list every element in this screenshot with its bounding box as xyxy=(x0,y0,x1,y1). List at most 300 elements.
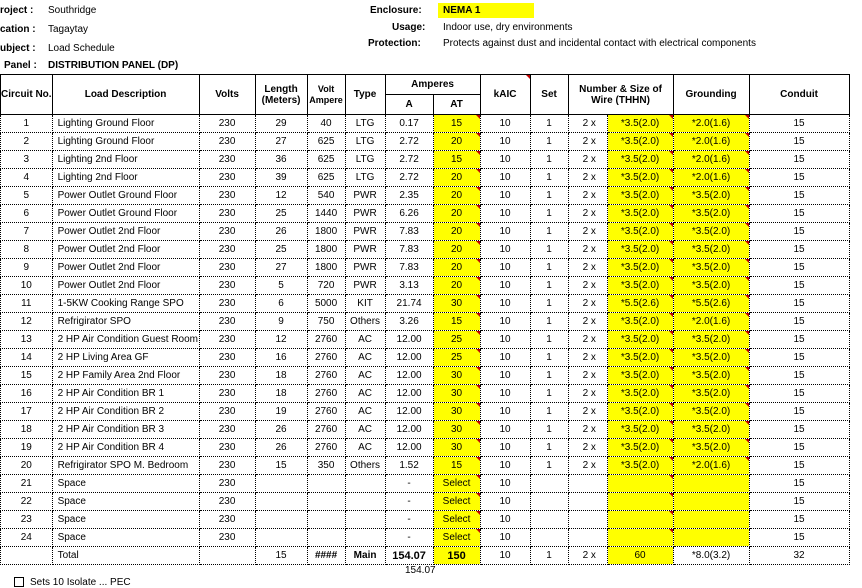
amperes-at[interactable]: 20 xyxy=(433,223,480,241)
amperes-a: 12.00 xyxy=(385,403,433,421)
wire-size[interactable]: *3.5(2.0) xyxy=(607,421,673,439)
location-value: Tagaytay xyxy=(48,24,89,35)
load-type: PWR xyxy=(345,241,385,259)
amperes-a: 2.72 xyxy=(385,151,433,169)
wire-size[interactable]: *3.5(2.0) xyxy=(607,385,673,403)
length: 15 xyxy=(255,457,307,475)
load-type: AC xyxy=(345,349,385,367)
grounding[interactable]: *3.5(2.0) xyxy=(673,331,749,349)
set: 1 xyxy=(530,151,568,169)
subject-value: Load Schedule xyxy=(48,43,115,54)
panel-value: DISTRIBUTION PANEL (DP) xyxy=(48,60,179,71)
load-description: Refrigirator SPO M. Bedroom xyxy=(52,457,199,475)
wire-count: 2 x xyxy=(568,151,607,169)
load-description: Power Outlet 2nd Floor xyxy=(52,223,199,241)
set: 1 xyxy=(530,367,568,385)
load-type: AC xyxy=(345,403,385,421)
length: 18 xyxy=(255,385,307,403)
table-row xyxy=(1,529,850,547)
load-type: PWR xyxy=(345,223,385,241)
load-description: Power Outlet Ground Floor xyxy=(52,205,199,223)
grounding[interactable] xyxy=(673,475,749,493)
conduit: 15 xyxy=(749,439,849,457)
volts: 230 xyxy=(199,331,255,349)
conduit: 15 xyxy=(749,259,849,277)
wire-size[interactable]: *5.5(2.6) xyxy=(607,295,673,313)
length xyxy=(255,493,307,511)
amperes-at[interactable]: 20 xyxy=(433,187,480,205)
load-type: AC xyxy=(345,331,385,349)
wire-size[interactable]: *3.5(2.0) xyxy=(607,403,673,421)
load-type: PWR xyxy=(345,277,385,295)
length: 39 xyxy=(255,169,307,187)
conduit: 15 xyxy=(749,367,849,385)
amperes-at[interactable]: 25 xyxy=(433,349,480,367)
volts: 230 xyxy=(199,277,255,295)
conduit: 15 xyxy=(749,475,849,493)
grounding[interactable]: *2.0(1.6) xyxy=(673,151,749,169)
amperes-a: - xyxy=(385,511,433,529)
amperes-at[interactable]: 30 xyxy=(433,385,480,403)
table-row xyxy=(1,367,850,385)
wire-count: 2 x xyxy=(568,223,607,241)
conduit: 15 xyxy=(749,115,849,133)
load-type: LTG xyxy=(345,151,385,169)
volts: 230 xyxy=(199,115,255,133)
circuit-no: 6 xyxy=(1,205,53,223)
amperes-a: - xyxy=(385,493,433,511)
col-set: Set xyxy=(530,75,568,115)
amperes-a: 12.00 xyxy=(385,331,433,349)
length: 18 xyxy=(255,367,307,385)
circuit-no: 1 xyxy=(1,115,53,133)
volt-ampere: 2760 xyxy=(307,331,345,349)
total-type: Main xyxy=(345,547,385,565)
kaic: 10 xyxy=(480,457,530,475)
circuit-no: 7 xyxy=(1,223,53,241)
conduit: 15 xyxy=(749,133,849,151)
grounding[interactable]: *3.5(2.0) xyxy=(673,367,749,385)
total-no xyxy=(1,547,53,565)
grounding[interactable]: *3.5(2.0) xyxy=(673,421,749,439)
load-description: Lighting Ground Floor xyxy=(52,115,199,133)
circuit-no: 18 xyxy=(1,421,53,439)
set xyxy=(530,493,568,511)
set: 1 xyxy=(530,439,568,457)
wire-size[interactable]: *3.5(2.0) xyxy=(607,367,673,385)
load-description: Power Outlet 2nd Floor xyxy=(52,277,199,295)
load-description: Space xyxy=(52,511,199,529)
load-description: Lighting Ground Floor xyxy=(52,133,199,151)
amperes-at[interactable]: 30 xyxy=(433,421,480,439)
volt-ampere: 625 xyxy=(307,133,345,151)
volt-ampere: 40 xyxy=(307,115,345,133)
length: 12 xyxy=(255,187,307,205)
set xyxy=(530,529,568,547)
volt-ampere xyxy=(307,493,345,511)
wire-size[interactable] xyxy=(607,529,673,547)
grounding[interactable]: *3.5(2.0) xyxy=(673,349,749,367)
kaic: 10 xyxy=(480,187,530,205)
kaic: 10 xyxy=(480,493,530,511)
amperes-at[interactable]: 30 xyxy=(433,403,480,421)
volts: 230 xyxy=(199,151,255,169)
table-row xyxy=(1,259,850,277)
wire-size[interactable]: *3.5(2.0) xyxy=(607,457,673,475)
load-description: Lighting 2nd Floor xyxy=(52,169,199,187)
kaic: 10 xyxy=(480,403,530,421)
amperes-at[interactable]: 30 xyxy=(433,295,480,313)
amperes-a: 7.83 xyxy=(385,241,433,259)
volt-ampere xyxy=(307,475,345,493)
grounding[interactable]: *5.5(2.6) xyxy=(673,295,749,313)
protection-value: Protects against dust and incidental contact with electrical components xyxy=(443,38,756,49)
schedule-header xyxy=(0,0,862,74)
amperes-at[interactable]: 30 xyxy=(433,367,480,385)
wire-size[interactable]: *3.5(2.0) xyxy=(607,331,673,349)
conduit: 15 xyxy=(749,277,849,295)
load-description: Power Outlet Ground Floor xyxy=(52,187,199,205)
table-row xyxy=(1,385,850,403)
set: 1 xyxy=(530,241,568,259)
circuit-no: 20 xyxy=(1,457,53,475)
load-type: PWR xyxy=(345,187,385,205)
wire-size[interactable]: *3.5(2.0) xyxy=(607,133,673,151)
wire-size[interactable]: *3.5(2.0) xyxy=(607,241,673,259)
wire-size[interactable]: *3.5(2.0) xyxy=(607,313,673,331)
grounding[interactable] xyxy=(673,529,749,547)
wire-size[interactable] xyxy=(607,493,673,511)
volt-ampere: 750 xyxy=(307,313,345,331)
col-amperes: Amperes xyxy=(385,75,480,95)
table-row xyxy=(1,115,850,133)
wire-size[interactable]: *3.5(2.0) xyxy=(607,205,673,223)
grounding[interactable]: *3.5(2.0) xyxy=(673,439,749,457)
total-row xyxy=(1,547,850,565)
grounding[interactable]: *3.5(2.0) xyxy=(673,403,749,421)
wire-size[interactable]: *3.5(2.0) xyxy=(607,187,673,205)
grounding[interactable]: *3.5(2.0) xyxy=(673,223,749,241)
wire-count: 2 x xyxy=(568,259,607,277)
amperes-at[interactable]: 20 xyxy=(433,133,480,151)
kaic: 10 xyxy=(480,295,530,313)
wire-size[interactable]: *3.5(2.0) xyxy=(607,439,673,457)
wire-count: 2 x xyxy=(568,385,607,403)
volts: 230 xyxy=(199,133,255,151)
conduit: 15 xyxy=(749,313,849,331)
circuit-no: 8 xyxy=(1,241,53,259)
length: 26 xyxy=(255,421,307,439)
amperes-a: 7.83 xyxy=(385,223,433,241)
checkbox-icon[interactable] xyxy=(14,577,24,587)
grounding[interactable]: *3.5(2.0) xyxy=(673,241,749,259)
load-description: Space xyxy=(52,493,199,511)
length: 27 xyxy=(255,133,307,151)
kaic: 10 xyxy=(480,439,530,457)
wire-size[interactable]: *3.5(2.0) xyxy=(607,115,673,133)
col-kaic: kAIC xyxy=(480,75,530,115)
conduit: 15 xyxy=(749,403,849,421)
amperes-at[interactable]: 20 xyxy=(433,259,480,277)
amperes-at[interactable]: Select xyxy=(433,529,480,547)
col-a: A xyxy=(385,95,433,115)
protection-label: Protection: xyxy=(368,38,421,49)
circuit-no: 15 xyxy=(1,367,53,385)
amperes-at[interactable]: 30 xyxy=(433,439,480,457)
volts: 230 xyxy=(199,241,255,259)
load-type: Others xyxy=(345,313,385,331)
wire-count: 2 x xyxy=(568,295,607,313)
circuit-no: 17 xyxy=(1,403,53,421)
set: 1 xyxy=(530,169,568,187)
total-grounding: *8.0(3.2) xyxy=(673,547,749,565)
total-kaic: 10 xyxy=(480,547,530,565)
set: 1 xyxy=(530,403,568,421)
volt-ampere xyxy=(307,511,345,529)
wire-size[interactable]: *3.5(2.0) xyxy=(607,277,673,295)
col-grounding: Grounding xyxy=(673,75,749,115)
amperes-at[interactable]: 20 xyxy=(433,169,480,187)
load-type xyxy=(345,493,385,511)
wire-count: 2 x xyxy=(568,457,607,475)
wire-count: 2 x xyxy=(568,115,607,133)
conduit: 15 xyxy=(749,295,849,313)
volt-ampere: 2760 xyxy=(307,367,345,385)
circuit-no: 21 xyxy=(1,475,53,493)
wire-size[interactable] xyxy=(607,475,673,493)
wire-count xyxy=(568,529,607,547)
load-type: PWR xyxy=(345,205,385,223)
circuit-no: 13 xyxy=(1,331,53,349)
kaic: 10 xyxy=(480,421,530,439)
volts: 230 xyxy=(199,475,255,493)
amperes-at[interactable]: 15 xyxy=(433,151,480,169)
length: 25 xyxy=(255,241,307,259)
col-length: Length (Meters) xyxy=(255,75,307,115)
col-at: AT xyxy=(433,95,480,115)
volt-ampere: 540 xyxy=(307,187,345,205)
set: 1 xyxy=(530,259,568,277)
load-description: Power Outlet 2nd Floor xyxy=(52,241,199,259)
load-type: PWR xyxy=(345,259,385,277)
circuit-no: 9 xyxy=(1,259,53,277)
amperes-at[interactable]: 15 xyxy=(433,313,480,331)
amperes-at[interactable]: 20 xyxy=(433,277,480,295)
table-row xyxy=(1,295,850,313)
volts: 230 xyxy=(199,367,255,385)
grounding[interactable]: *3.5(2.0) xyxy=(673,187,749,205)
load-type: AC xyxy=(345,367,385,385)
kaic: 10 xyxy=(480,385,530,403)
table-row xyxy=(1,511,850,529)
total-wire-size[interactable]: 60 xyxy=(607,547,673,565)
volts: 230 xyxy=(199,295,255,313)
volts: 230 xyxy=(199,421,255,439)
load-description: 2 HP Living Area GF xyxy=(52,349,199,367)
amperes-at[interactable]: Select xyxy=(433,511,480,529)
load-description: Refrigirator SPO xyxy=(52,313,199,331)
set: 1 xyxy=(530,187,568,205)
amperes-a: 3.26 xyxy=(385,313,433,331)
usage-value: Indoor use, dry environments xyxy=(443,22,573,33)
amperes-a: 12.00 xyxy=(385,439,433,457)
circuit-no: 14 xyxy=(1,349,53,367)
amperes-a: 2.35 xyxy=(385,187,433,205)
amperes-a: - xyxy=(385,529,433,547)
set: 1 xyxy=(530,457,568,475)
table-row xyxy=(1,439,850,457)
amperes-at[interactable]: 15 xyxy=(433,115,480,133)
usage-label: Usage: xyxy=(392,22,426,33)
col-conduit: Conduit xyxy=(749,75,849,115)
volt-ampere: 625 xyxy=(307,151,345,169)
set: 1 xyxy=(530,331,568,349)
grounding[interactable]: *2.0(1.6) xyxy=(673,169,749,187)
volts: 230 xyxy=(199,313,255,331)
volt-ampere xyxy=(307,529,345,547)
circuit-no: 12 xyxy=(1,313,53,331)
load-description: 2 HP Air Condition BR 2 xyxy=(52,403,199,421)
length: 25 xyxy=(255,205,307,223)
table-row xyxy=(1,187,850,205)
load-type xyxy=(345,511,385,529)
amperes-a: 2.72 xyxy=(385,169,433,187)
length xyxy=(255,475,307,493)
kaic: 10 xyxy=(480,169,530,187)
conduit: 15 xyxy=(749,421,849,439)
amperes-at[interactable]: 20 xyxy=(433,205,480,223)
wire-size[interactable]: *3.5(2.0) xyxy=(607,259,673,277)
volts: 230 xyxy=(199,259,255,277)
circuit-no: 5 xyxy=(1,187,53,205)
set: 1 xyxy=(530,385,568,403)
load-type: Others xyxy=(345,457,385,475)
grounding[interactable]: *2.0(1.6) xyxy=(673,313,749,331)
total-va: #### xyxy=(307,547,345,565)
table-row xyxy=(1,475,850,493)
load-description: 2 HP Family Area 2nd Floor xyxy=(52,367,199,385)
wire-count xyxy=(568,493,607,511)
load-description: 2 HP Air Condition BR 3 xyxy=(52,421,199,439)
load-description: Space xyxy=(52,529,199,547)
grounding[interactable]: *3.5(2.0) xyxy=(673,385,749,403)
set: 1 xyxy=(530,295,568,313)
wire-size[interactable] xyxy=(607,511,673,529)
circuit-no: 11 xyxy=(1,295,53,313)
length: 5 xyxy=(255,277,307,295)
wire-size[interactable]: *3.5(2.0) xyxy=(607,349,673,367)
grounding[interactable]: *2.0(1.6) xyxy=(673,115,749,133)
wire-count: 2 x xyxy=(568,367,607,385)
load-schedule-table xyxy=(0,74,850,565)
load-description: Space xyxy=(52,475,199,493)
circuit-no: 22 xyxy=(1,493,53,511)
project-label: roject : xyxy=(0,5,34,16)
amperes-at[interactable]: 20 xyxy=(433,241,480,259)
amperes-a: 12.00 xyxy=(385,349,433,367)
amperes-at[interactable]: Select xyxy=(433,475,480,493)
amperes-at[interactable]: 25 xyxy=(433,331,480,349)
col-volts: Volts xyxy=(199,75,255,115)
volt-ampere: 2760 xyxy=(307,439,345,457)
set: 1 xyxy=(530,115,568,133)
table-row xyxy=(1,493,850,511)
kaic: 10 xyxy=(480,511,530,529)
table-row xyxy=(1,403,850,421)
amperes-a: 1.52 xyxy=(385,457,433,475)
amperes-at[interactable]: Select xyxy=(433,493,480,511)
amperes-a: 12.00 xyxy=(385,367,433,385)
wire-count: 2 x xyxy=(568,241,607,259)
col-va: Volt Ampere xyxy=(307,75,345,115)
volts: 230 xyxy=(199,385,255,403)
grounding[interactable]: *2.0(1.6) xyxy=(673,133,749,151)
enclosure-value[interactable]: NEMA 1 xyxy=(438,3,534,18)
volt-ampere: 1440 xyxy=(307,205,345,223)
total-at[interactable]: 150 xyxy=(433,547,480,565)
wire-count: 2 x xyxy=(568,205,607,223)
amperes-a: 12.00 xyxy=(385,385,433,403)
kaic: 10 xyxy=(480,349,530,367)
col-type: Type xyxy=(345,75,385,115)
total-volts xyxy=(199,547,255,565)
volts: 230 xyxy=(199,169,255,187)
table-row xyxy=(1,205,850,223)
grounding[interactable]: *3.5(2.0) xyxy=(673,205,749,223)
amperes-a: 3.13 xyxy=(385,277,433,295)
total-wire-count: 2 x xyxy=(568,547,607,565)
volt-ampere: 625 xyxy=(307,169,345,187)
length: 9 xyxy=(255,313,307,331)
length: 29 xyxy=(255,115,307,133)
length: 19 xyxy=(255,403,307,421)
col-circuit: Circuit No. xyxy=(1,75,53,115)
volt-ampere: 2760 xyxy=(307,421,345,439)
length: 36 xyxy=(255,151,307,169)
volts: 230 xyxy=(199,403,255,421)
grounding[interactable] xyxy=(673,511,749,529)
wire-size[interactable]: *3.5(2.0) xyxy=(607,223,673,241)
length xyxy=(255,511,307,529)
wire-size[interactable]: *3.5(2.0) xyxy=(607,151,673,169)
conduit: 15 xyxy=(749,187,849,205)
conduit: 15 xyxy=(749,223,849,241)
table-row xyxy=(1,241,850,259)
conduit: 15 xyxy=(749,151,849,169)
wire-size[interactable]: *3.5(2.0) xyxy=(607,169,673,187)
volts: 230 xyxy=(199,511,255,529)
location-label: cation : xyxy=(0,24,36,35)
project-value: Southridge xyxy=(48,5,97,16)
grounding[interactable]: *2.0(1.6) xyxy=(673,457,749,475)
length: 26 xyxy=(255,223,307,241)
load-description: Lighting 2nd Floor xyxy=(52,151,199,169)
kaic: 10 xyxy=(480,259,530,277)
amperes-at[interactable]: 15 xyxy=(433,457,480,475)
volt-ampere: 720 xyxy=(307,277,345,295)
grounding[interactable]: *3.5(2.0) xyxy=(673,259,749,277)
volts: 230 xyxy=(199,205,255,223)
kaic: 10 xyxy=(480,223,530,241)
kaic: 10 xyxy=(480,241,530,259)
grounding[interactable]: *3.5(2.0) xyxy=(673,277,749,295)
length: 16 xyxy=(255,349,307,367)
conduit: 15 xyxy=(749,169,849,187)
kaic: 10 xyxy=(480,331,530,349)
grounding[interactable] xyxy=(673,493,749,511)
kaic: 10 xyxy=(480,115,530,133)
table-row xyxy=(1,421,850,439)
